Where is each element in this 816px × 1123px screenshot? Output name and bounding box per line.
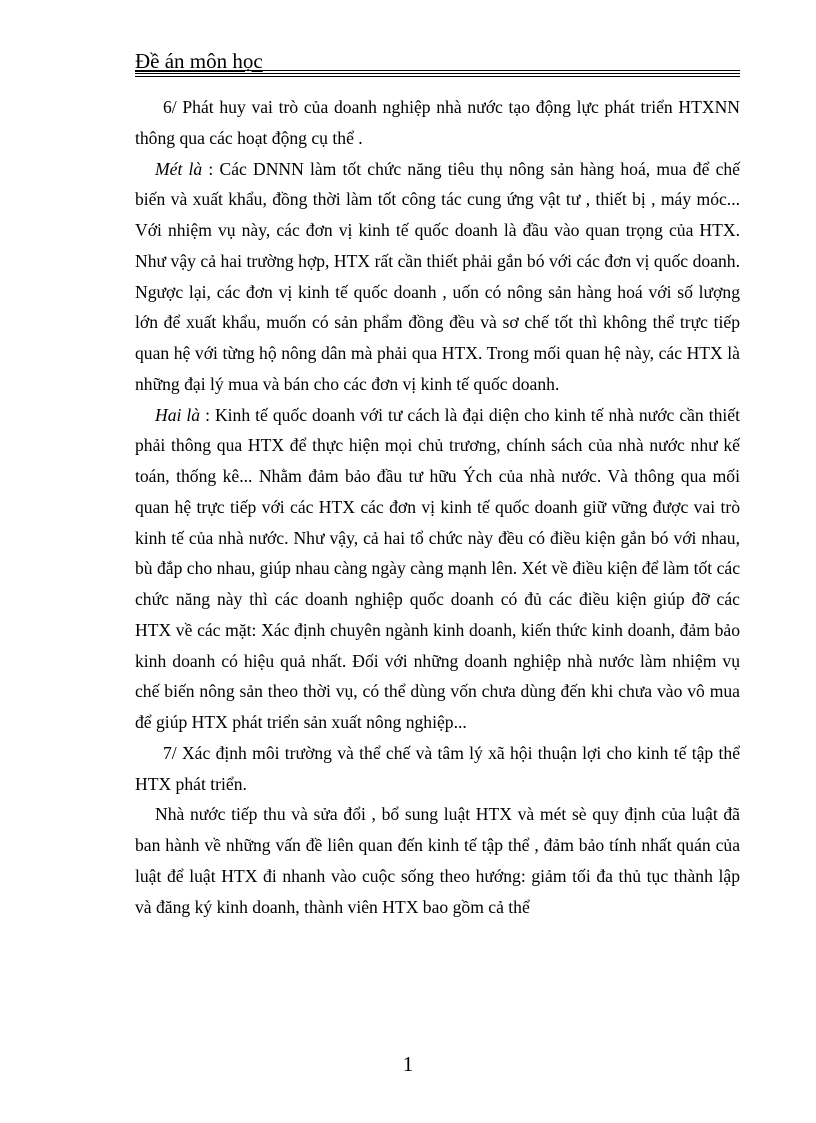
paragraph-label: Mét là xyxy=(155,158,203,179)
header-title: Đề án môn học xyxy=(135,49,263,73)
header-rule xyxy=(135,73,740,74)
page-number: 1 xyxy=(402,1052,414,1076)
header-rule xyxy=(135,70,740,71)
header-rule xyxy=(135,76,740,77)
page-header xyxy=(135,50,740,72)
paragraph-text: 6/ Phát huy vai trò của doanh nghiệp nhà nước tạo động lực phát triển HTXNN thông qua các hoạt động cụ thể . xyxy=(135,97,740,148)
paragraph-section-6 xyxy=(135,92,740,154)
document-body xyxy=(135,92,740,922)
paragraph-text: : Kinh tế quốc doanh với tư cách là đại diện cho kinh tế nhà nước cần thiết phải thông qua HTX để thực hiện mọi chủ trương, chính sách của nhà nước như kế toán, thống kê... Nhằm đảm bảo đầu tư hữu Ých của nhà nước. Và thông qua mối quan hệ trực tiếp với các HTX các đơn vị kinh tế quốc doanh giữ vững được vai trò kinh tế của nhà nước. Như vậy, cả hai tổ chức này đều có điều kiện gắn bó với nhau, bù đắp cho nhau, giúp nhau càng ngày càng mạnh lên. Xét về điều kiện để làm tốt các chức năng này thì các doanh nghiệp quốc doanh có đủ các điều kiện giúp đỡ các HTX về các mặt: Xác định chuyên ngành kinh doanh, kiến thức kinh doanh, đảm bảo kinh doanh có hiệu quả nhất. Đối với những doanh nghiệp nhà nước làm nhiệm vụ chế biến nông sản theo thời vụ, có thể dùng vốn chưa dùng đến khi chưa vào vô mua để giúp HTX phát triển sản xuất nông nghiệp... xyxy=(135,404,740,732)
paragraph-label: Hai là xyxy=(155,404,201,425)
paragraph-section-7 xyxy=(135,738,740,800)
paragraph-text: 7/ Xác định môi trường và thể chế và tâm lý xã hội thuận lợi cho kinh tế tập thể HTX phát triển. xyxy=(135,742,740,794)
paragraph-law xyxy=(135,799,740,922)
paragraph-point-1 xyxy=(135,154,740,400)
paragraph-text: : Các DNNN làm tốt chức năng tiêu thụ nông sản hàng hoá, mua để chế biến và xuất khẩu, đồng thời làm tốt công tác cung ứng vật tư , thiết bị , máy móc... Với nhiệm vụ này, các đơn vị kinh tế quốc doanh là đầu vào quan trọng của HTX. Như vậy cả hai trường hợp, HTX rất cần thiết phải gắn bó với các đơn vị quốc doanh. Ngược lại, các đơn vị kinh tế quốc doanh , uốn có nông sản hàng hoá với số lượng lớn để xuất khẩu, muốn có sản phẩm đồng đều và sơ chế tốt thì không thể trực tiếp quan hệ với từng hộ nông dân mà phải qua HTX. Trong mối quan hệ này, các HTX là những đại lý mua và bán cho các đơn vị kinh tế quốc doanh. xyxy=(135,158,740,394)
paragraph-point-2 xyxy=(135,400,740,738)
paragraph-text: Nhà nước tiếp thu và sửa đổi , bổ sung luật HTX và mét sè quy định của luật đã ban hành về những vấn đề liên quan đến kinh tế tập thể , đảm bảo tính nhất quán của luật để luật HTX đi nhanh vào cuộc sống theo hướng: giảm tối đa thủ tục thành lập và đăng ký kinh doanh, thành viên HTX bao gồm cả thể xyxy=(135,804,740,917)
